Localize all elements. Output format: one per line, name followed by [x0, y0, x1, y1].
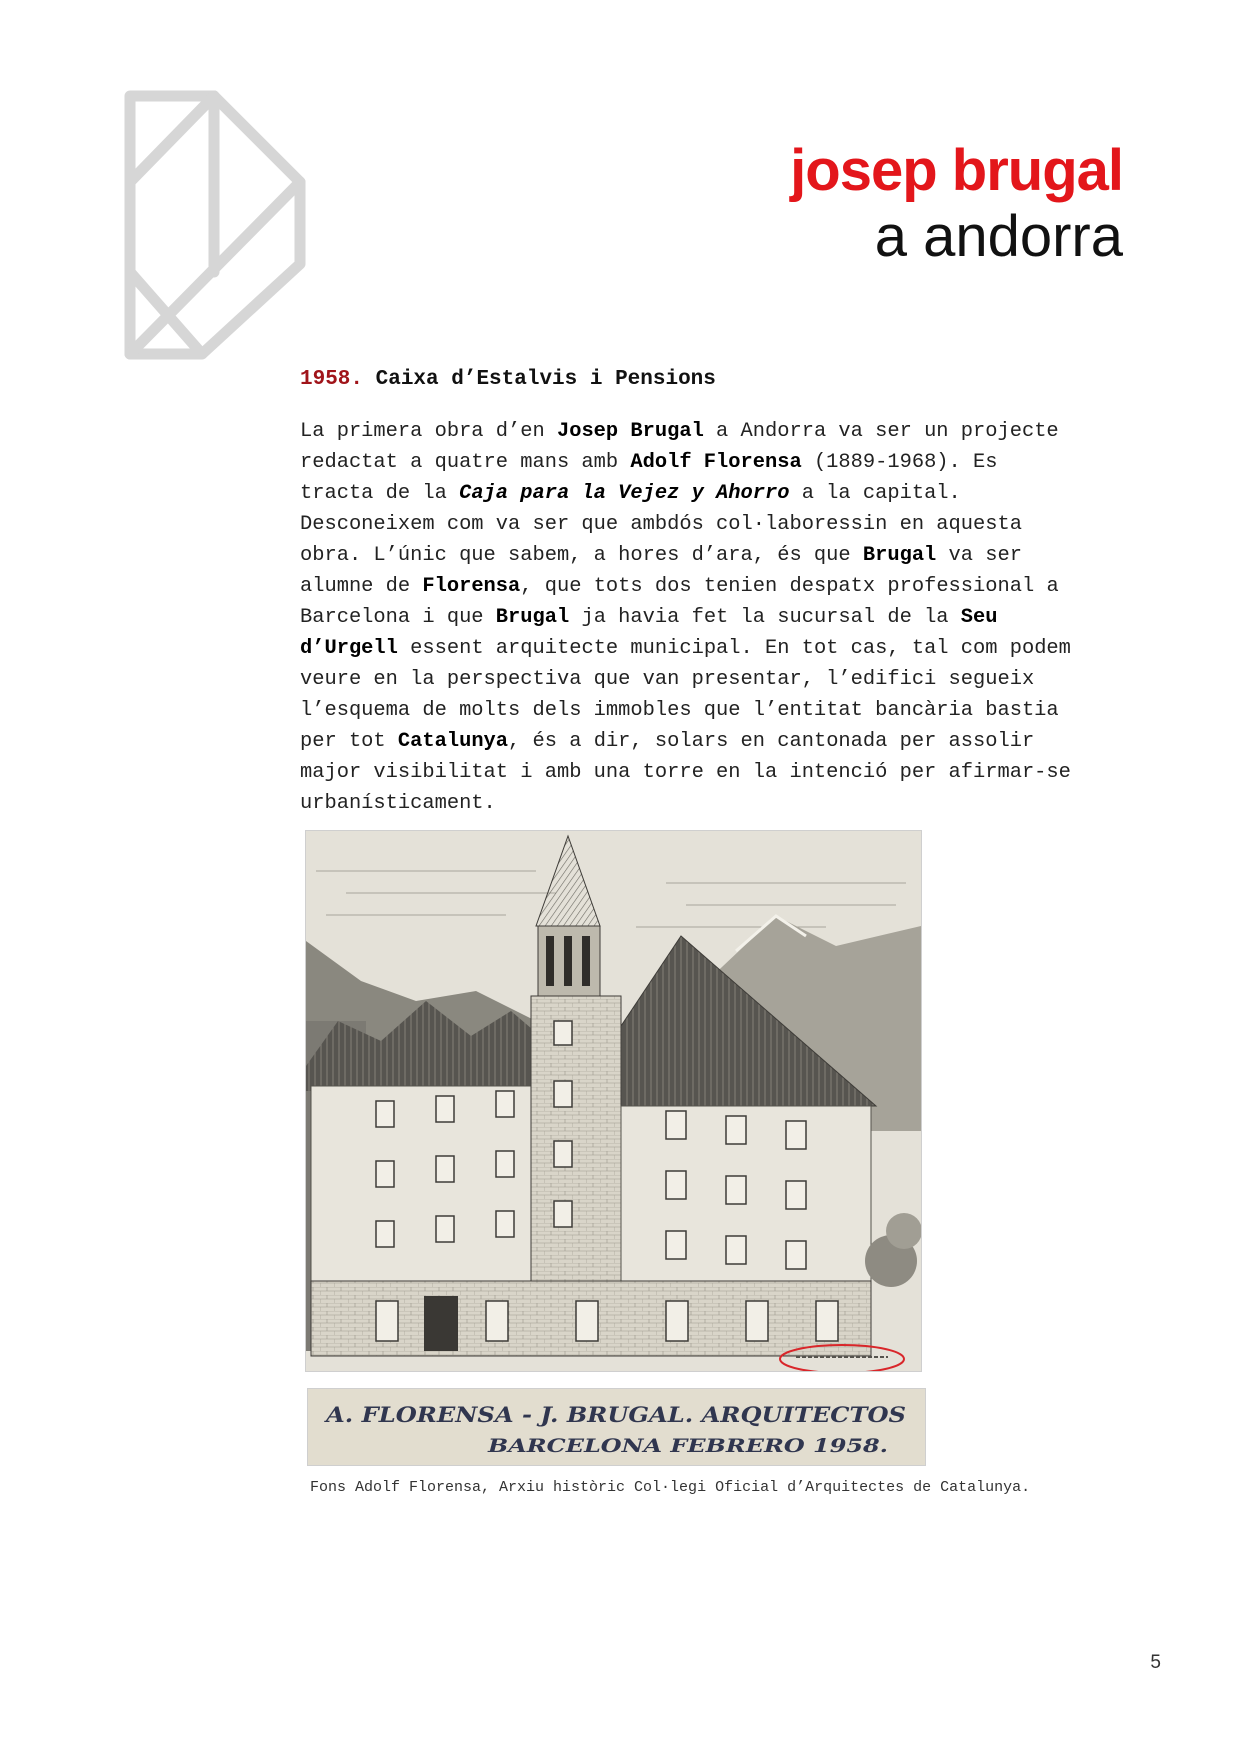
paragraph-run: a la capital. Desconeixem com va ser que ambdós col·laboressin en aquesta obra. L’únic que sabem, a hores d’ara, és que: [300, 482, 1022, 567]
section-heading: [300, 366, 716, 394]
paragraph-run: (1889-1968). Es tracta de la: [300, 451, 998, 505]
signature-inscription: [308, 1389, 925, 1465]
paragraph-run: va ser alumne de: [300, 544, 1022, 598]
bold-italic-title: Caja para la Vejez y Ahorro: [459, 482, 790, 505]
paragraph-run: , que tots dos tenien despatx professional a Barcelona i que: [300, 575, 1059, 629]
body-paragraph: [300, 416, 1180, 819]
bold-name: Catalunya: [397, 730, 509, 753]
bold-name: Florensa: [422, 575, 521, 598]
paragraph-run: , és a dir, solars en cantonada per assolir major visibilitat i amb una torre en la intenció per afirmar-se urbanísticament.: [300, 730, 1071, 815]
paragraph-run: a Andorra va ser un projecte redactat a quatre mans amb: [300, 420, 1059, 474]
brugal-monogram-logo: [122, 88, 312, 362]
signature-detail: [307, 1388, 926, 1466]
building-engraving: [305, 830, 922, 1372]
signature-line-1: A. FLORENSA - J. BRUGAL. ARQUITECTOS: [323, 1402, 906, 1427]
section-year: 1958.: [300, 368, 364, 391]
page-number: 5: [1150, 1652, 1161, 1673]
signature-line-2: BARCELONA FEBRERO 1958.: [486, 1435, 888, 1457]
bold-name: Josep Brugal: [556, 420, 704, 443]
paragraph-run: ja havia fet la sucursal de la: [569, 606, 961, 629]
page-title: [790, 138, 1123, 270]
figure-caption: Fons Adolf Florensa, Arxiu històric Col·legi Oficial d’Arquitectes de Catalunya.: [310, 1479, 1031, 1496]
bold-name: Adolf Florensa: [630, 451, 802, 474]
bold-name: Brugal: [495, 606, 570, 629]
paragraph-run: La primera obra d’en: [300, 420, 557, 443]
paragraph-run: essent arquitecte municipal. En tot cas, tal com podem veure en la perspectiva que van presentar, l’edifici segueix l’esquema de molts dels immobles que l’entitat bancària bastia per tot: [300, 637, 1071, 753]
title-main: josep brugal: [790, 138, 1123, 203]
section-title: Caixa d’Estalvis i Pensions: [375, 368, 716, 391]
title-subtitle: a andorra: [874, 204, 1123, 269]
bold-name: Brugal: [862, 544, 937, 567]
bold-name: Seu d’Urgell: [300, 606, 998, 660]
